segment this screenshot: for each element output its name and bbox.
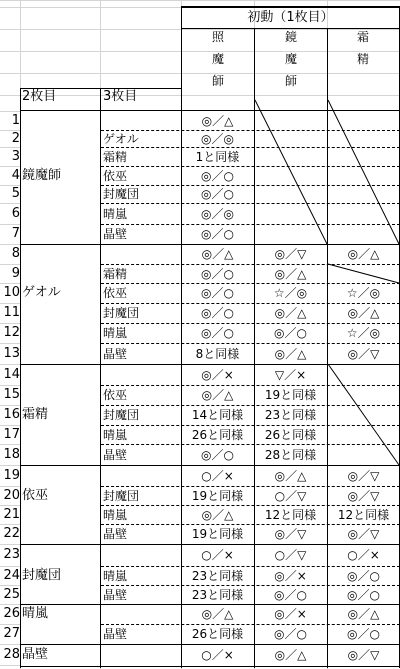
- result-cell[interactable]: ◎／▽: [274, 527, 307, 541]
- result-cell[interactable]: ◎／△: [201, 388, 234, 402]
- column-header-char: 霜: [356, 30, 369, 44]
- result-cell[interactable]: ◎／△: [274, 468, 307, 483]
- third-card-label: 封魔団: [103, 408, 140, 422]
- result-cell[interactable]: ◎／▽: [274, 247, 307, 261]
- result-cell[interactable]: ○／×: [201, 548, 234, 562]
- result-cell[interactable]: ☆／◎: [346, 286, 381, 300]
- result-cell[interactable]: 26と同様: [264, 427, 317, 442]
- result-cell[interactable]: ▽／×: [274, 367, 307, 382]
- second-card-label: 霜精: [22, 407, 49, 422]
- row-number: 22: [3, 526, 20, 541]
- result-cell[interactable]: ◎／○: [201, 326, 234, 340]
- third-card-label: 依巫: [103, 168, 128, 183]
- result-cell[interactable]: ◎／×: [274, 568, 307, 583]
- result-cell[interactable]: 26と同様: [191, 627, 244, 641]
- row-number: 26: [3, 606, 20, 621]
- row-number: 4: [11, 167, 20, 183]
- result-cell[interactable]: ○／×: [347, 548, 380, 562]
- result-cell[interactable]: 28と同様: [264, 447, 317, 462]
- row-number: 23: [3, 547, 20, 562]
- row-number: 12: [3, 325, 20, 340]
- third-card-label: 晶壁: [103, 527, 128, 541]
- second-card-label: 鏡魔師: [22, 167, 62, 183]
- third-card-label: 霜精: [103, 266, 128, 281]
- second-card-label: 晶壁: [22, 646, 49, 662]
- result-cell[interactable]: ☆／◎: [273, 286, 308, 300]
- third-card-label: 霜精: [103, 149, 128, 164]
- result-cell[interactable]: ◎／○: [201, 286, 234, 300]
- row-number: 14: [3, 366, 20, 382]
- result-cell[interactable]: ○／▽: [274, 548, 307, 562]
- column-header-char: 魔: [211, 52, 224, 66]
- result-cell[interactable]: ◎／×: [201, 367, 234, 382]
- header-group-title: 初動（1枚目）: [247, 10, 334, 25]
- result-cell[interactable]: 23と同様: [191, 587, 244, 602]
- result-cell[interactable]: ◎／△: [274, 266, 307, 281]
- third-card-label: 晴嵐: [103, 206, 128, 221]
- row-number: 27: [3, 626, 20, 641]
- result-cell[interactable]: ◎／○: [201, 266, 234, 281]
- result-cell[interactable]: 12と同様: [337, 507, 390, 522]
- result-cell[interactable]: ◎／▽: [347, 527, 380, 541]
- result-cell[interactable]: 19と同様: [191, 488, 244, 503]
- result-cell[interactable]: ◎／○: [274, 627, 307, 641]
- row-number: 3: [11, 148, 20, 164]
- result-cell[interactable]: ◎／△: [347, 247, 380, 261]
- result-cell[interactable]: ◎／△: [347, 306, 380, 320]
- third-card-label: 晶壁: [103, 587, 128, 602]
- result-cell[interactable]: ○／×: [201, 468, 234, 483]
- third-card-label: 晶壁: [103, 227, 128, 241]
- result-cell[interactable]: ◎／○: [347, 568, 380, 583]
- result-cell[interactable]: ◎／○: [201, 168, 234, 183]
- result-cell[interactable]: 12と同様: [264, 507, 317, 522]
- third-card-label: 晶壁: [103, 346, 128, 361]
- result-cell[interactable]: ◎／△: [347, 607, 380, 621]
- third-card-label: 晴嵐: [103, 427, 128, 442]
- row-number: 15: [3, 387, 20, 402]
- result-cell[interactable]: ◎／△: [201, 507, 234, 522]
- row-number: 17: [3, 426, 20, 442]
- result-cell[interactable]: 19と同様: [191, 527, 244, 541]
- row-number: 25: [3, 586, 20, 602]
- third-card-label: 晶壁: [103, 627, 128, 641]
- third-card-label: ゲオル: [103, 131, 139, 146]
- result-cell[interactable]: ◎／○: [201, 227, 234, 241]
- result-cell[interactable]: ◎／◎: [201, 131, 234, 146]
- third-card-label: 晴嵐: [103, 326, 128, 340]
- result-cell[interactable]: ○／×: [201, 647, 234, 662]
- column-header-2nd: 2枚目: [22, 89, 57, 104]
- result-cell[interactable]: 23と同様: [191, 568, 244, 583]
- diagonal-line: [328, 264, 399, 283]
- row-number: 18: [3, 446, 20, 462]
- result-cell[interactable]: ◎／○: [201, 447, 234, 462]
- row-number: 21: [3, 506, 20, 522]
- column-header-char: 魔: [284, 52, 297, 66]
- column-header-char: 照: [211, 30, 224, 44]
- result-cell[interactable]: ◎／▽: [347, 647, 380, 662]
- row-number: 28: [3, 646, 20, 662]
- diagonal-line: [328, 364, 399, 465]
- diagonal-line: [255, 100, 327, 244]
- third-card-label: 依巫: [103, 388, 128, 402]
- third-card-label: 依巫: [103, 286, 128, 300]
- result-cell[interactable]: 14と同様: [191, 408, 244, 422]
- third-card-label: 封魔団: [103, 488, 140, 503]
- row-number: 13: [3, 345, 20, 361]
- second-card-label: 晴嵐: [22, 606, 49, 621]
- result-cell[interactable]: ◎／▽: [347, 468, 380, 483]
- row-number: 2: [11, 130, 20, 146]
- result-cell[interactable]: ◎／△: [274, 647, 307, 662]
- column-header-char: 精: [356, 52, 369, 66]
- row-number: 20: [3, 487, 20, 503]
- second-card-label: 依巫: [22, 487, 49, 503]
- second-card-label: ゲオル: [22, 285, 61, 300]
- third-card-label: 晶壁: [103, 447, 128, 462]
- result-cell[interactable]: 26と同様: [191, 427, 244, 442]
- result-cell[interactable]: ◎／▽: [347, 488, 380, 503]
- result-cell[interactable]: ◎／○: [274, 587, 307, 602]
- row-number: 11: [3, 305, 20, 320]
- result-cell[interactable]: ◎／△: [201, 113, 234, 128]
- result-cell[interactable]: 19と同様: [264, 388, 317, 402]
- result-cell[interactable]: ◎／○: [201, 187, 234, 201]
- column-header-3rd: 3枚目: [103, 89, 138, 104]
- result-cell[interactable]: ◎／×: [274, 607, 307, 621]
- result-cell[interactable]: ◎／△: [201, 607, 234, 621]
- result-cell[interactable]: ◎／○: [347, 627, 380, 641]
- row-number: 7: [11, 226, 20, 241]
- result-cell[interactable]: 1と同様: [195, 149, 240, 164]
- row-number: 6: [11, 205, 20, 221]
- result-cell[interactable]: ◎／○: [347, 587, 380, 602]
- third-card-label: 晴嵐: [103, 507, 128, 522]
- result-cell[interactable]: ◎／○: [201, 306, 234, 320]
- result-cell[interactable]: ◎／▽: [347, 346, 380, 361]
- row-number: 1: [11, 112, 20, 128]
- diagonal-line: [328, 100, 399, 244]
- row-number: 16: [3, 407, 20, 422]
- result-cell[interactable]: 8と同様: [195, 346, 240, 361]
- row-number: 5: [11, 186, 20, 201]
- result-cell[interactable]: ◎／○: [274, 326, 307, 340]
- column-header-char: 師: [284, 74, 297, 88]
- result-cell[interactable]: 23と同様: [264, 408, 317, 422]
- row-number: 8: [11, 246, 20, 261]
- result-cell[interactable]: ○／▽: [274, 488, 307, 503]
- column-header-char: 鏡: [284, 30, 297, 44]
- third-card-label: 封魔団: [103, 306, 140, 320]
- second-card-label: 封魔団: [22, 567, 62, 583]
- column-header-char: 師: [211, 74, 224, 88]
- result-cell[interactable]: ◎／△: [274, 306, 307, 320]
- result-cell[interactable]: ◎／△: [274, 346, 307, 361]
- row-number: 24: [3, 567, 20, 583]
- result-cell[interactable]: ◎／△: [201, 247, 234, 261]
- row-number: 19: [3, 467, 20, 483]
- third-card-label: 晴嵐: [103, 568, 128, 583]
- third-card-label: 封魔団: [103, 187, 140, 201]
- result-cell[interactable]: ◎／◎: [201, 206, 234, 221]
- result-cell[interactable]: ☆／◎: [346, 326, 381, 340]
- row-number: 9: [11, 265, 20, 281]
- row-number: 10: [3, 285, 20, 300]
